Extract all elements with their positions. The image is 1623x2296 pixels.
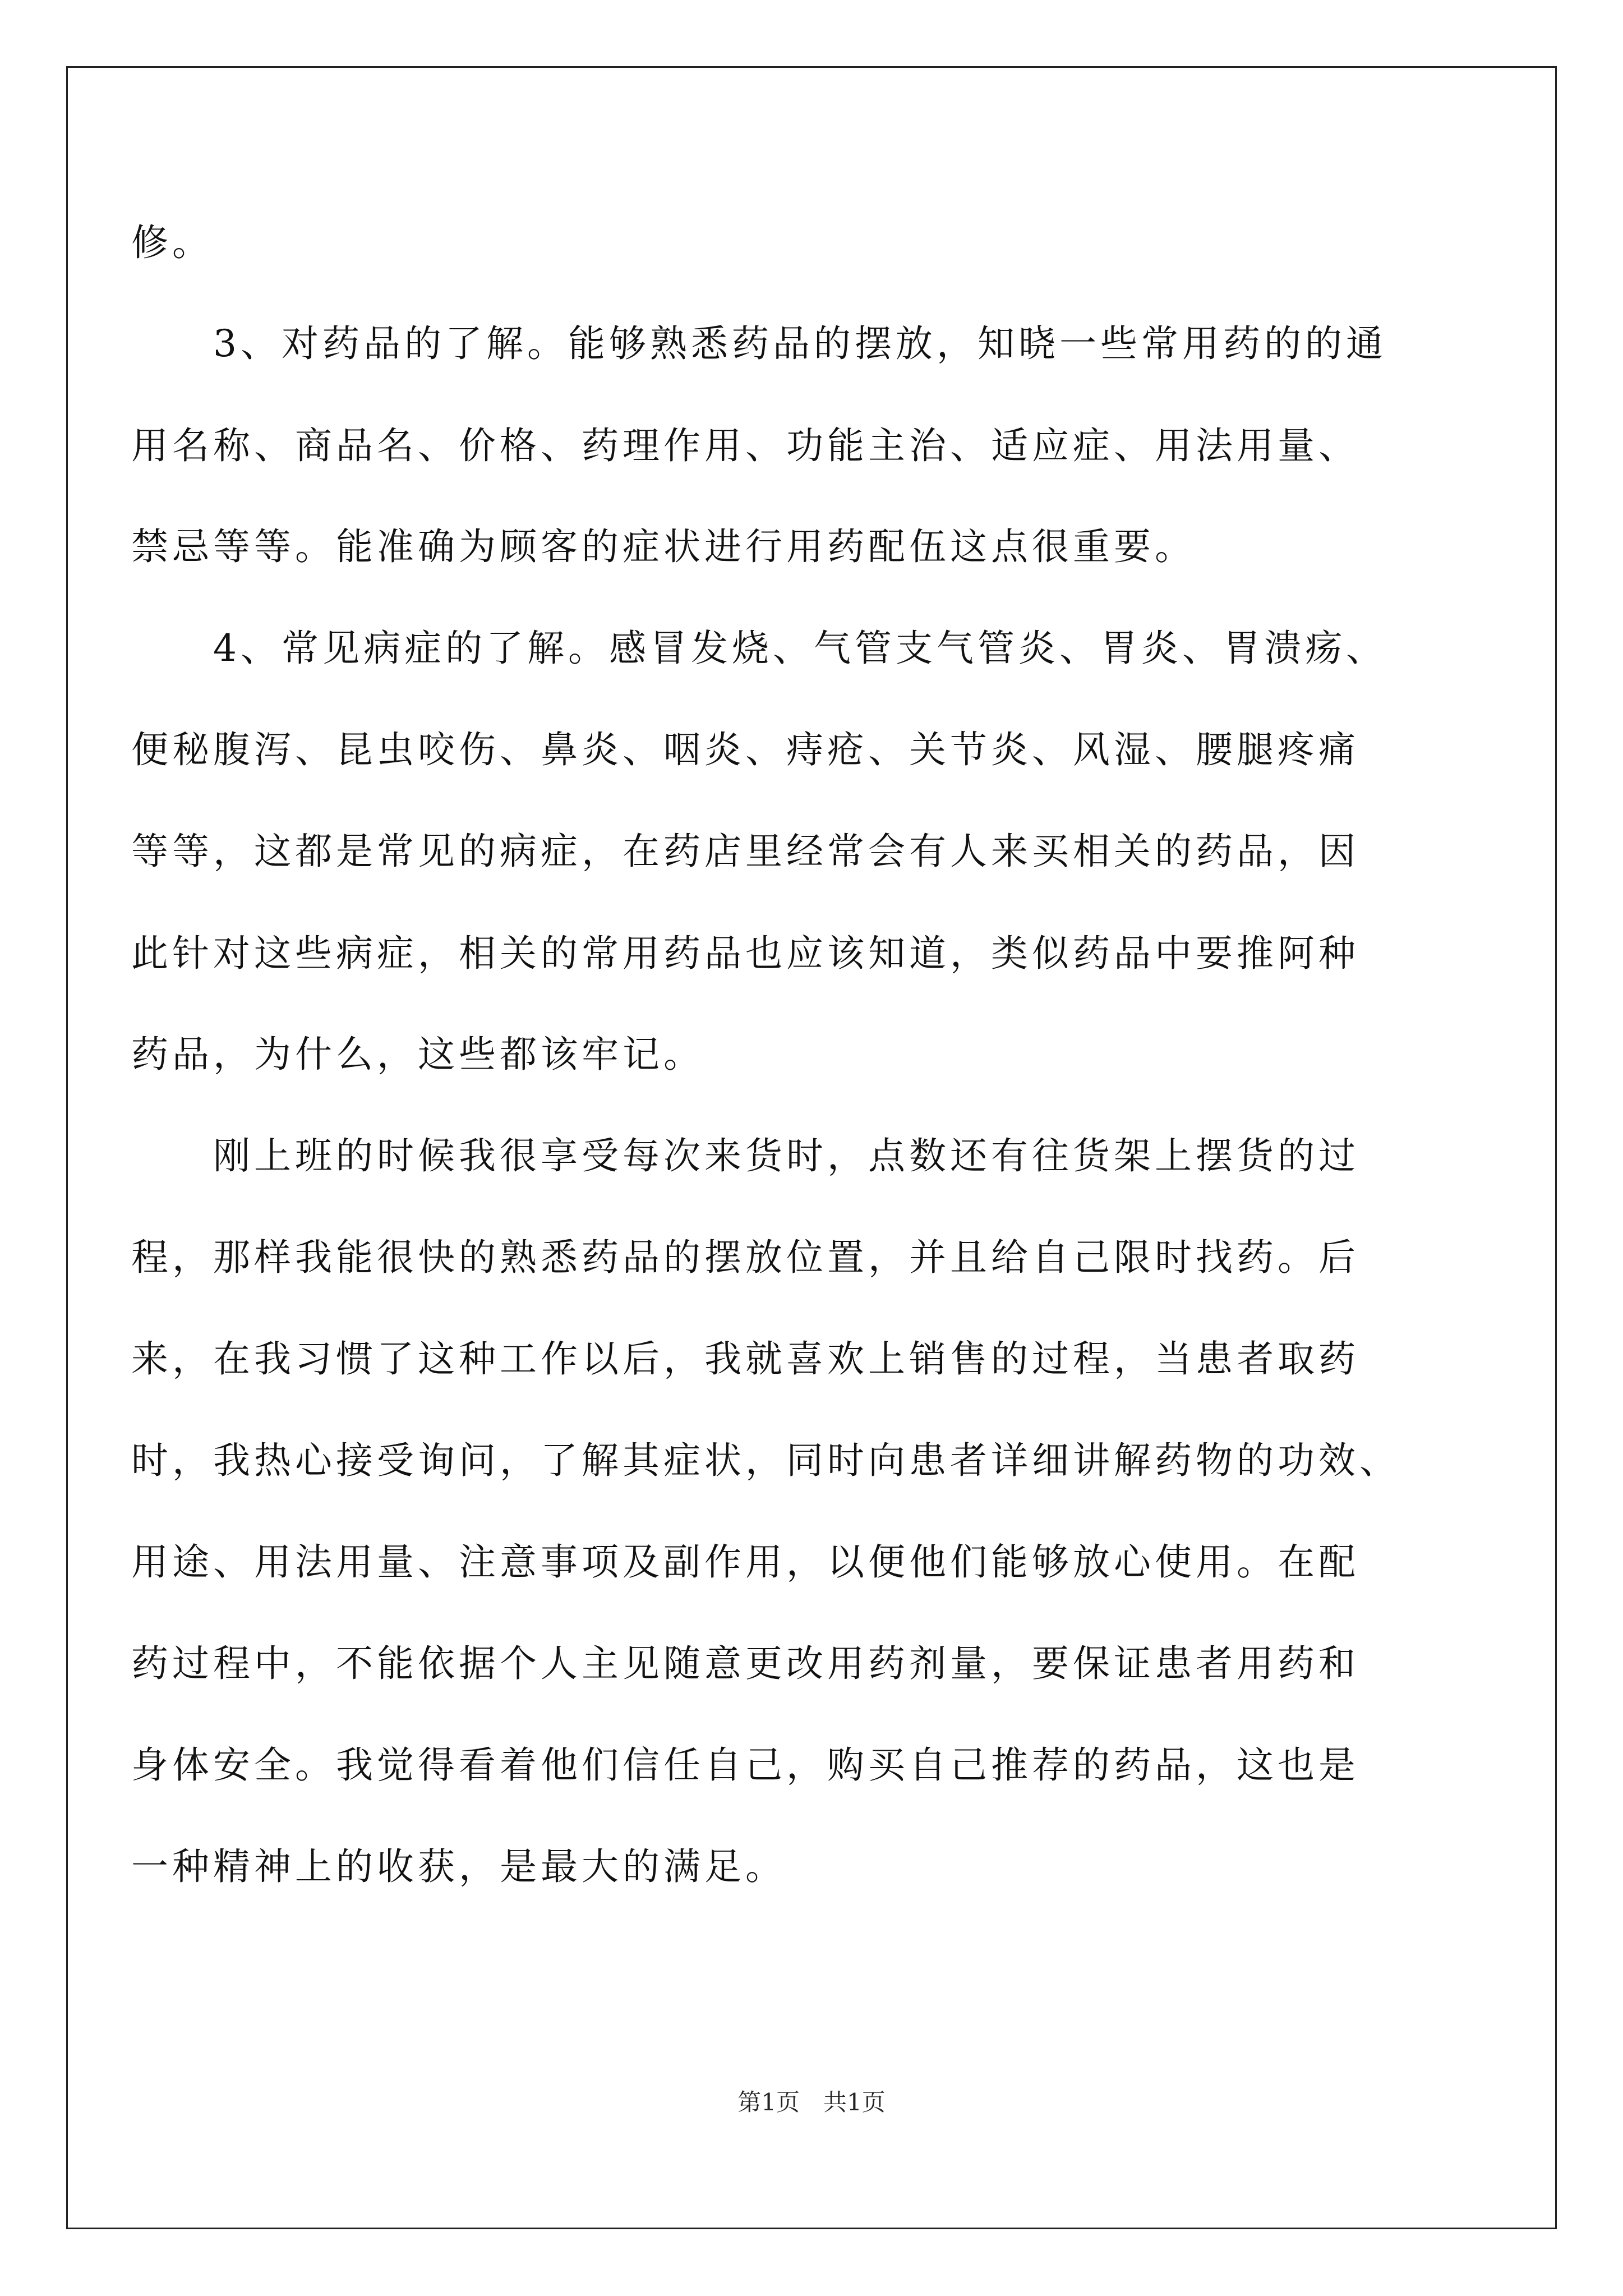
text-line: 用名称、商品名、价格、药理作用、功能主治、适应症、用法用量、 [131, 424, 1359, 467]
text-line: 药品，为什么，这些都该牢记。 [131, 1033, 704, 1076]
text-line: 4、常见病症的了解。感冒发烧、气管支气管炎、胃炎、胃溃疡、 [131, 627, 1387, 670]
text-line: 此针对这些病症，相关的常用药品也应该知道，类似药品中要推阿种 [131, 932, 1359, 975]
text-line: 3、对药品的了解。能够熟悉药品的摆放，知晓一些常用药的的通 [131, 322, 1387, 365]
text-line: 修。 [131, 221, 213, 264]
text-line: 便秘腹泻、昆虫咬伤、鼻炎、咽炎、痔疮、关节炎、风湿、腰腿疼痛 [131, 728, 1359, 771]
text-line: 禁忌等等。能准确为顾客的症状进行用药配伍这点很重要。 [131, 525, 1196, 568]
text-line: 程，那样我能很快的熟悉药品的摆放位置，并且给自己限时找药。后 [131, 1236, 1359, 1279]
text-line: 用途、用法用量、注意事项及副作用，以便他们能够放心使用。在配 [131, 1540, 1359, 1584]
text-line: 药过程中，不能依据个人主见随意更改用药剂量，要保证患者用药和 [131, 1642, 1359, 1685]
text-line: 身体安全。我觉得看着他们信任自己，购买自己推荐的药品，这也是 [131, 1743, 1359, 1787]
text-line: 一种精神上的收获，是最大的满足。 [131, 1845, 786, 1888]
page-footer: 第1页 共1页 [737, 2088, 886, 2116]
text-line: 刚上班的时候我很享受每次来货时，点数还有往货架上摆货的过 [131, 1134, 1359, 1177]
text-line: 等等，这都是常见的病症，在药店里经常会有人来买相关的药品，因 [131, 830, 1359, 873]
text-line: 时，我热心接受询问，了解其症状，同时向患者详细讲解药物的功效、 [131, 1439, 1400, 1482]
text-line: 来，在我习惯了这种工作以后，我就喜欢上销售的过程，当患者取药 [131, 1337, 1359, 1381]
